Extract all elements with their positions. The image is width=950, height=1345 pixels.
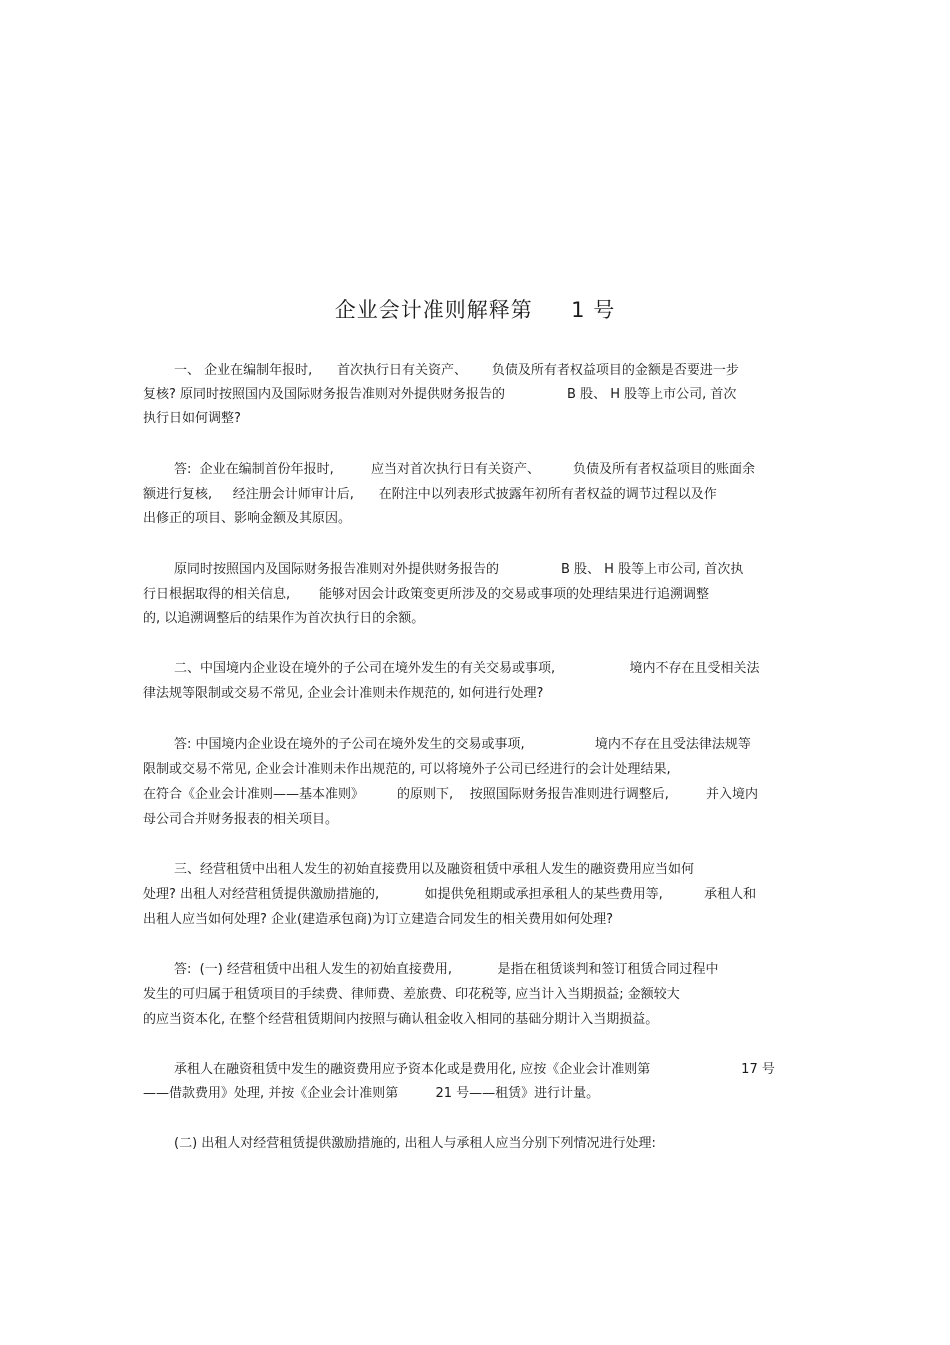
paragraph-line: 答: 中国境内企业设在境外的子公司在境外发生的交易或事项, 境内不存在且受法律法规等 — [174, 737, 751, 752]
paragraph-line: 限制或交易不常见, 企业会计准则未作出规范的, 可以将境外子公司已经进行的会计处理结果, — [143, 762, 671, 777]
paragraph-line: 出修正的项目、影响金额及其原因。 — [143, 511, 352, 526]
paragraph-line: 二、中国境内企业设在境外的子公司在境外发生的有关交易或事项, 境内不存在且受相关法 — [174, 661, 760, 676]
paragraph-line: 答: (一) 经营租赁中出租人发生的初始直接费用, 是指在租赁谈判和签订租赁合同过程中 — [174, 962, 719, 977]
paragraph-line: 发生的可归属于租赁项目的手续费、律师费、差旅费、印花税等, 应当计入当期损益; 金额较大 — [143, 987, 680, 1002]
paragraph-line: 答: 企业在编制首份年报时, 应当对首次执行日有关资产、 负债及所有者权益项目的账面余 — [174, 462, 756, 477]
paragraph-line: 律法规等限制或交易不常见, 企业会计准则未作规范的, 如何进行处理? — [143, 686, 544, 701]
paragraph-line: 处理? 出租人对经营租赁提供激励措施的, 如提供免租期或承担承租人的某些费用等, 承租人和 — [143, 887, 757, 902]
paragraph-line: 三、经营租赁中出租人发生的初始直接费用以及融资租赁中承租人发生的融资费用应当如何 — [174, 862, 695, 877]
paragraph-line: 一、 企业在编制年报时, 首次执行日有关资产、 负债及所有者权益项目的金额是否要进一步 — [174, 363, 739, 378]
paragraph-line: 在符合《企业会计准则——基本准则》 的原则下, 按照国际财务报告准则进行调整后, 并入境内 — [143, 787, 759, 802]
paragraph-line: 行日根据取得的相关信息, 能够对因会计政策变更所涉及的交易或事项的处理结果进行追溯调整 — [143, 587, 710, 602]
paragraph-line: 复核? 原同时按照国内及国际财务报告准则对外提供财务报告的 B 股、 H 股等上市公司, 首次 — [143, 387, 737, 402]
document-title: 企业会计准则解释第 1 号 — [334, 298, 616, 322]
paragraph-line: 的, 以追溯调整后的结果作为首次执行日的余额。 — [143, 611, 425, 626]
paragraph-line: 执行日如何调整? — [143, 411, 241, 426]
paragraph-line: (二) 出租人对经营租赁提供激励措施的, 出租人与承租人应当分别下列情况进行处理: — [174, 1136, 656, 1151]
paragraph-line: ——借款费用》处理, 并按《企业会计准则第 21 号——租赁》进行计量。 — [143, 1086, 600, 1101]
paragraph-line: 额进行复核, 经注册会计师审计后, 在附注中以列表形式披露年初所有者权益的调节过程以及作 — [143, 487, 717, 502]
paragraph-line: 母公司合并财务报表的相关项目。 — [143, 812, 339, 827]
paragraph-line: 出租人应当如何处理? 企业(建造承包商)为订立建造合同发生的相关费用如何处理? — [143, 912, 614, 927]
paragraph-line: 承租人在融资租赁中发生的融资费用应予资本化或是费用化, 应按《企业会计准则第 17 号 — [174, 1062, 775, 1077]
paragraph-line: 的应当资本化, 在整个经营租赁期间内按照与确认租金收入相同的基础分期计入当期损益。 — [143, 1012, 659, 1027]
paragraph-line: 原同时按照国内及国际财务报告准则对外提供财务报告的 B 股、 H 股等上市公司, 首次执 — [174, 562, 744, 577]
